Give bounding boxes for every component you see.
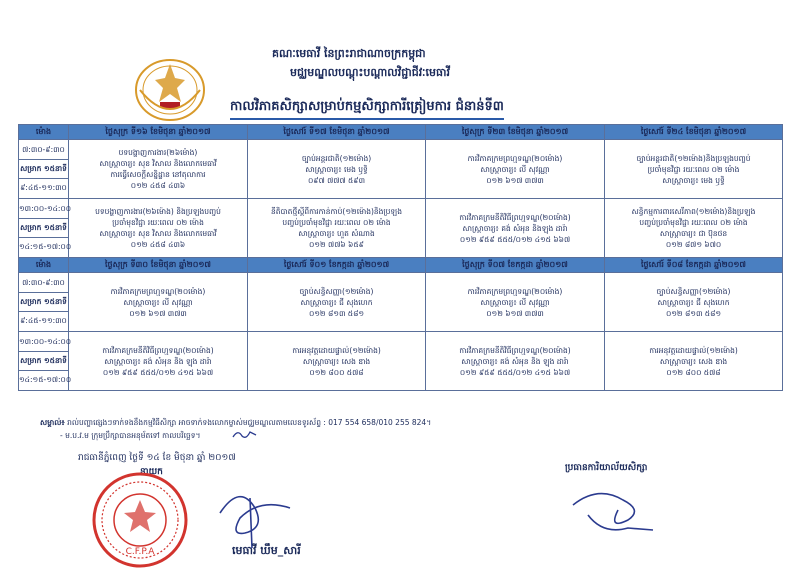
document-header: [0, 0, 800, 120]
class-cell: ច្បាប់សន្ធិសញ្ញា(១២ម៉ោង) សាស្ត្រាចារ្យ៖ ជី សុងហេក ០១២ ៨១៣ ៥៨១: [248, 273, 426, 332]
class-cell: ការអនុវត្តដោយផ្ទាល់(១២ម៉ោង) សាស្ត្រាចារ្យ៖ សេង ឌាង ០១២ ៨០០ ៥៧៨: [248, 332, 426, 391]
class-cell: ការអនុវត្តដោយផ្ទាល់(១២ម៉ោង) សាស្ត្រាចារ្យ៖ សេង ឌាង ០១២ ៨០០ ៥៧៨: [605, 332, 783, 391]
page-title: កាលវិភាគសិក្សាសម្រាប់កម្មសិក្សាការីត្រៀមការ ជំនាន់ទី៣: [230, 98, 504, 120]
time-slot: ៩:៤៥-១១:៣០: [20, 316, 67, 325]
time-slot: ១៣:០០-១៤:០០: [19, 333, 68, 352]
class-cell: ច្បាប់អន្តរជាតិ(១២ម៉ោង)និងប្រឡងបញ្ចប់ ប្រចាំមុខវិជ្ជា រយៈពេល ០២ ម៉ោង សាស្ត្រាចារ្យ៖ មេង ឫទ្ធិ: [605, 140, 783, 199]
week2-day2: ថ្ងៃសៅរ៍ ទី០១ ខែកក្កដា ឆ្នាំ២០១៧: [248, 258, 426, 273]
signer-name: មេធាវី ឃឹម_សារី: [232, 544, 301, 557]
time-slot: ៩:៤៥-១១:៣០: [20, 183, 67, 192]
schedule-table: [18, 124, 783, 391]
time-header: ម៉ោង: [19, 125, 69, 140]
time-slot: ១៤:១៥-១៧:០០: [19, 242, 72, 251]
bar-council-logo: [125, 50, 215, 124]
office-head-signature: [568, 480, 658, 540]
class-cell: បទបង្ហាញការងារ(២៦ម៉ោង) និងប្រឡងបញ្ចប់ ប្រចាំមុខវិជ្ជា រយៈពេល ០២ ម៉ោង សាស្ត្រាចារ្យ៖ សុខ វិសាល និងលោកមេធាវី ០១២ ៤៥៨ ៤៣៦: [69, 199, 248, 258]
note-label: សម្គាល់៖: [40, 418, 65, 427]
afternoon-times: [19, 199, 72, 258]
footnote-approval: - ម.ប.វ.ម ក្រុមប្រឹក្សាបានអនុម័តទៅ កាលបរិច្ឆេទ។: [60, 431, 201, 440]
morning-times: [19, 140, 69, 199]
time-slot: ៧:៣០-៩:៣០: [19, 274, 68, 293]
class-cell: បទបង្ហាញការងារ(២៦ម៉ោង) សាស្ត្រាចារ្យ៖ សុខ វិសាល និងលោកមេធាវី ការធ្វើសេចក្តីសន្និដ្ឋាន នៅតុលាការ ០១២ ៤៥៨ ៤៣៦: [69, 140, 248, 199]
time-slot: ១៤:១៥-១៧:០០: [19, 375, 72, 384]
week2-day4: ថ្ងៃសៅរ៍ ទី០៨ ខែកក្កដា ឆ្នាំ២០១៧: [605, 258, 783, 273]
break-slot: សម្រាក ១៥នាទី: [19, 293, 68, 312]
class-cell: ការវិភាគក្រមព្រហ្មទណ្ឌ(២០ម៉ោង) សាស្ត្រាចារ្យ៖ លី សុវណ្ណា ០១២ ៦១៧ ៣៧៣: [69, 273, 248, 332]
note-text: រាល់បញ្ហាផ្សេងៗទាក់ទងនឹងកម្មវិធីសិក្សា អាចទាក់ទងលោកម្ចាស់មជ្ឈមណ្ឌលតាមលេខទូរស័ព្ទ : 017 554 658/010 255 824។: [67, 418, 432, 427]
study-office-head-title: ប្រធានការិយាល័យសិក្សា: [565, 463, 648, 473]
class-cell: ការវិភាគក្រមព្រហ្មទណ្ឌ(២០ម៉ោង) សាស្ត្រាចារ្យ៖ លី សុវណ្ណា ០១២ ៦១៧ ៣៧៣: [426, 140, 605, 199]
week2-day3: ថ្ងៃសុក្រ ទី០៧ ខែកក្កដា ឆ្នាំ២០១៧: [426, 258, 605, 273]
week2-morning-row: [19, 273, 783, 332]
week1-day4: ថ្ងៃសៅរ៍ ទី២៤ ខែមិថុនា ឆ្នាំ២០១៧: [605, 125, 783, 140]
week2-header-row: [19, 258, 783, 273]
week2-afternoon-row: [19, 332, 783, 391]
class-cell: នីតិបាតថ្មីស្តីពីការកាន់កាប់(១២ម៉ោង)និងប្រឡង បញ្ចប់ប្រចាំមុខវិជ្ជា រយៈពេល ០២ ម៉ោង សាស្ត្រាចារ្យ៖ ហួត សំណាង ០១២ ៧៧៦ ៦៥៩: [248, 199, 426, 258]
class-cell: ច្បាប់សន្ធិសញ្ញា(១២ម៉ោង) សាស្ត្រាចារ្យ៖ ជី សុងហេក ០១២ ៨១៣ ៥៨១: [605, 273, 783, 332]
class-cell: សន្ធិកម្មការពារសេរីភាព(១២ម៉ោង)និងប្រឡង បញ្ចប់ប្រចាំមុខវិជ្ជា រយៈពេល ០២ ម៉ោង សាស្ត្រាចារ្យ៖ ជា ប៊ុនថន ០១២ ៨៧១ ៦៧០: [605, 199, 783, 258]
time-header: ម៉ោង: [19, 258, 69, 273]
official-seal-stamp: [90, 470, 190, 570]
break-slot: សម្រាក ១៥នាទី: [19, 219, 68, 238]
afternoon-times: [19, 332, 72, 391]
break-slot: សម្រាក ១៥នាទី: [19, 352, 68, 371]
week1-day3: ថ្ងៃសុក្រ ទី២៣ ខែមិថុនា ឆ្នាំ២០១៧: [426, 125, 605, 140]
council-name: គណៈមេធាវី នៃព្រះរាជាណាចក្រកម្ពុជា: [272, 47, 426, 60]
week1-morning-row: [19, 140, 783, 199]
director-title: នាយក: [140, 467, 163, 477]
date-line: រាជធានីភ្នំពេញ ថ្ងៃទី ១៤ ខែ មិថុនា ឆ្នាំ ២០១៧: [78, 453, 236, 463]
morning-times: [19, 273, 69, 332]
week1-day1: ថ្ងៃសុក្រ ទី១៦ ខែមិថុនា ឆ្នាំ២០១៧: [69, 125, 248, 140]
week1-afternoon-row: [19, 199, 783, 258]
time-slot: ១៣:០០-១៤:០០: [19, 200, 68, 219]
center-name: មជ្ឈមណ្ឌលបណ្តុះបណ្តាលវិជ្ជាជីវៈមេធាវី: [290, 66, 450, 79]
week2-day1: ថ្ងៃសុក្រ ទី៣០ ខែមិថុនា ឆ្នាំ២០១៧: [69, 258, 248, 273]
director-signature: [200, 478, 310, 553]
handwritten-mark: [230, 427, 260, 441]
week1-day2: ថ្ងៃសៅរ៍ ទី១៧ ខែមិថុនា ឆ្នាំ២០១៧: [248, 125, 426, 140]
seal-text: C.F.P.A: [125, 547, 155, 557]
class-cell: ការវិភាគក្រមព្រហ្មទណ្ឌ(២០ម៉ោង) សាស្ត្រាចារ្យ៖ លី សុវណ្ណា ០១២ ៦១៧ ៣៧៣: [426, 273, 605, 332]
break-slot: សម្រាក ១៥នាទី: [19, 160, 68, 179]
week1-header-row: [19, 125, 783, 140]
time-slot: ៧:៣០-៩:៣០: [19, 141, 68, 160]
class-cell: ការវិភាគក្រមនីតិវិធីព្រហ្មទណ្ឌ(២០ម៉ោង) សាស្ត្រាចារ្យ៖ គង់ សំអុន និងឡុង ដារ៉ា ០១២ ៩៥៩ ៥៥៥/០១២ ៤១៥ ៦៦៧: [426, 199, 605, 258]
class-cell: ការវិភាគក្រមនីតិវិធីព្រហ្មទណ្ឌ(២០ម៉ោង) សាស្ត្រាចារ្យ៖ គង់ សំអុន និង ឡុង ដារ៉ា ០១២ ៩៥៩ ៥៥៥/០១២ ៤១៥ ៦៦៧: [69, 332, 248, 391]
class-cell: ច្បាប់អន្តរជាតិ(១២ម៉ោង) សាស្ត្រាចារ្យ៖ មេង ឫទ្ធិ ០៩៧ ៧៧៧ ៥៩៣: [248, 140, 426, 199]
class-cell: ការវិភាគក្រមនីតិវិធីព្រហ្មទណ្ឌ(២០ម៉ោង) សាស្ត្រាចារ្យ៖ គង់ សំអុន និង ឡុង ដារ៉ា ០១២ ៩៥៩ ៥៥៥/០១២ ៤១៥ ៦៦៧: [426, 332, 605, 391]
